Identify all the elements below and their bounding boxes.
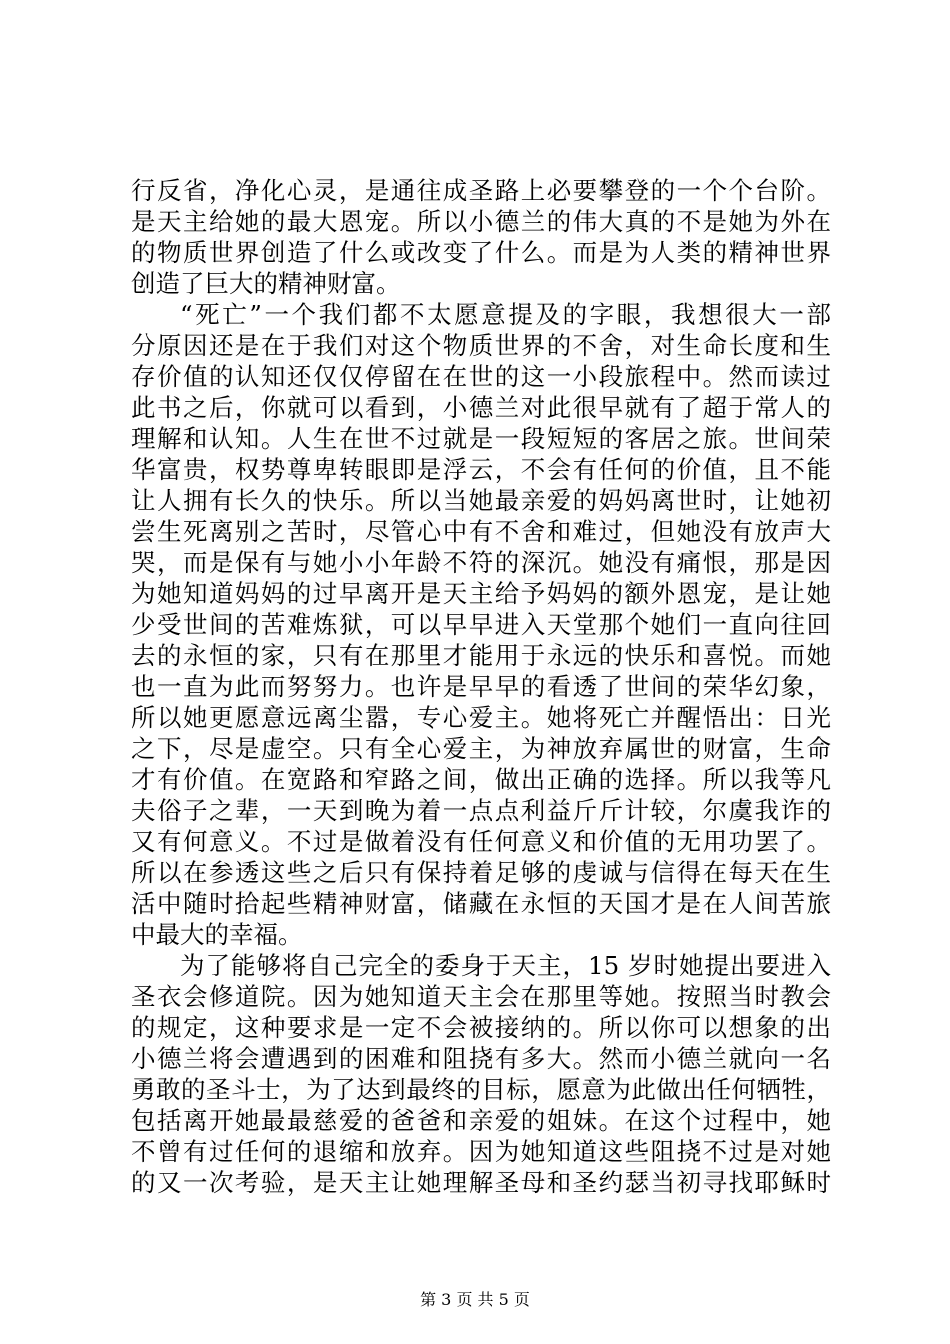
text-line: 华富贵，权势尊卑转眼即是浮云，不会有任何的价值，且不能 (131, 455, 831, 484)
text-line: 尝生死离别之苦时，尽管心中有不舍和难过，但她没有放声大 (131, 517, 831, 546)
text-line: 活中随时拾起些精神财富，储藏在永恒的天国才是在人间苦旅 (131, 889, 831, 918)
text-line: 也一直为此而努努力。也许是早早的看透了世间的荣华幻象， (131, 672, 831, 701)
text-line: 圣衣会修道院。因为她知道天主会在那里等她。按照当时教会 (131, 982, 831, 1011)
text-line: 所以她更愿意远离尘嚣，专心爱主。她将死亡并醒悟出：日光 (131, 703, 831, 732)
text-line: 创造了巨大的精神财富。 (131, 269, 401, 298)
document-body (131, 175, 831, 1198)
text-line: 为了能够将自己完全的委身于天主，15 岁时她提出要进入 (180, 951, 831, 980)
text-line: 中最大的幸福。 (131, 920, 303, 949)
text-line: 的规定，这种要求是一定不会被接纳的。所以你可以想象的出 (131, 1013, 831, 1042)
text-line: 不曾有过任何的退缩和放弃。因为她知道这些阻挠不过是对她 (131, 1137, 831, 1166)
text-line: 夫俗子之辈，一天到晚为着一点点利益斤斤计较，尔虞我诈的 (131, 796, 831, 825)
text-line: 又有何意义。不过是做着没有任何意义和价值的无用功罢了。 (131, 827, 831, 856)
text-line: 才有价值。在宽路和窄路之间，做出正确的选择。所以我等凡 (131, 765, 831, 794)
text-line: 所以在参透这些之后只有保持着足够的虔诚与信得在每天在生 (131, 858, 831, 887)
text-line: 少受世间的苦难炼狱，可以早早进入天堂那个她们一直向往回 (131, 610, 831, 639)
text-line: 让人拥有长久的快乐。所以当她最亲爱的妈妈离世时，让她初 (131, 486, 831, 515)
text-line: 的物质世界创造了什么或改变了什么。而是为人类的精神世界 (131, 238, 831, 267)
text-line: 小德兰将会遭遇到的困难和阻挠有多大。然而小德兰就向一名 (131, 1044, 831, 1073)
text-line: 的又一次考验，是天主让她理解圣母和圣约瑟当初寻找耶稣时 (131, 1168, 831, 1197)
text-line: 此书之后，你就可以看到，小德兰对此很早就有了超于常人的 (131, 393, 831, 422)
text-line: 勇敢的圣斗士，为了达到最终的目标，愿意为此做出任何牺牲， (131, 1075, 831, 1104)
text-line: 哭，而是保有与她小小年龄不符的深沉。她没有痛恨，那是因 (131, 548, 831, 577)
text-line: “死亡”一个我们都不太愿意提及的字眼，我想很大一部 (180, 300, 831, 329)
text-line: 理解和认知。人生在世不过就是一段短短的客居之旅。世间荣 (131, 424, 831, 453)
text-line: 是天主给她的最大恩宠。所以小德兰的伟大真的不是她为外在 (131, 207, 831, 236)
text-line: 之下，尽是虚空。只有全心爱主，为神放弃属世的财富，生命 (131, 734, 831, 763)
text-line: 包括离开她最最慈爱的爸爸和亲爱的姐妹。在这个过程中，她 (131, 1106, 831, 1135)
page-footer: 第 3 页 共 5 页 (420, 1290, 530, 1309)
text-line: 存价值的认知还仅仅停留在在世的这一小段旅程中。然而读过 (131, 362, 831, 391)
text-line: 去的永恒的家，只有在那里才能用于永远的快乐和喜悦。而她 (131, 641, 831, 670)
text-line: 为她知道妈妈的过早离开是天主给予妈妈的额外恩宠，是让她 (131, 579, 831, 608)
text-line: 行反省，净化心灵，是通往成圣路上必要攀登的一个个台阶。 (131, 176, 831, 205)
text-line: 分原因还是在于我们对这个物质世界的不舍，对生命长度和生 (131, 331, 831, 360)
